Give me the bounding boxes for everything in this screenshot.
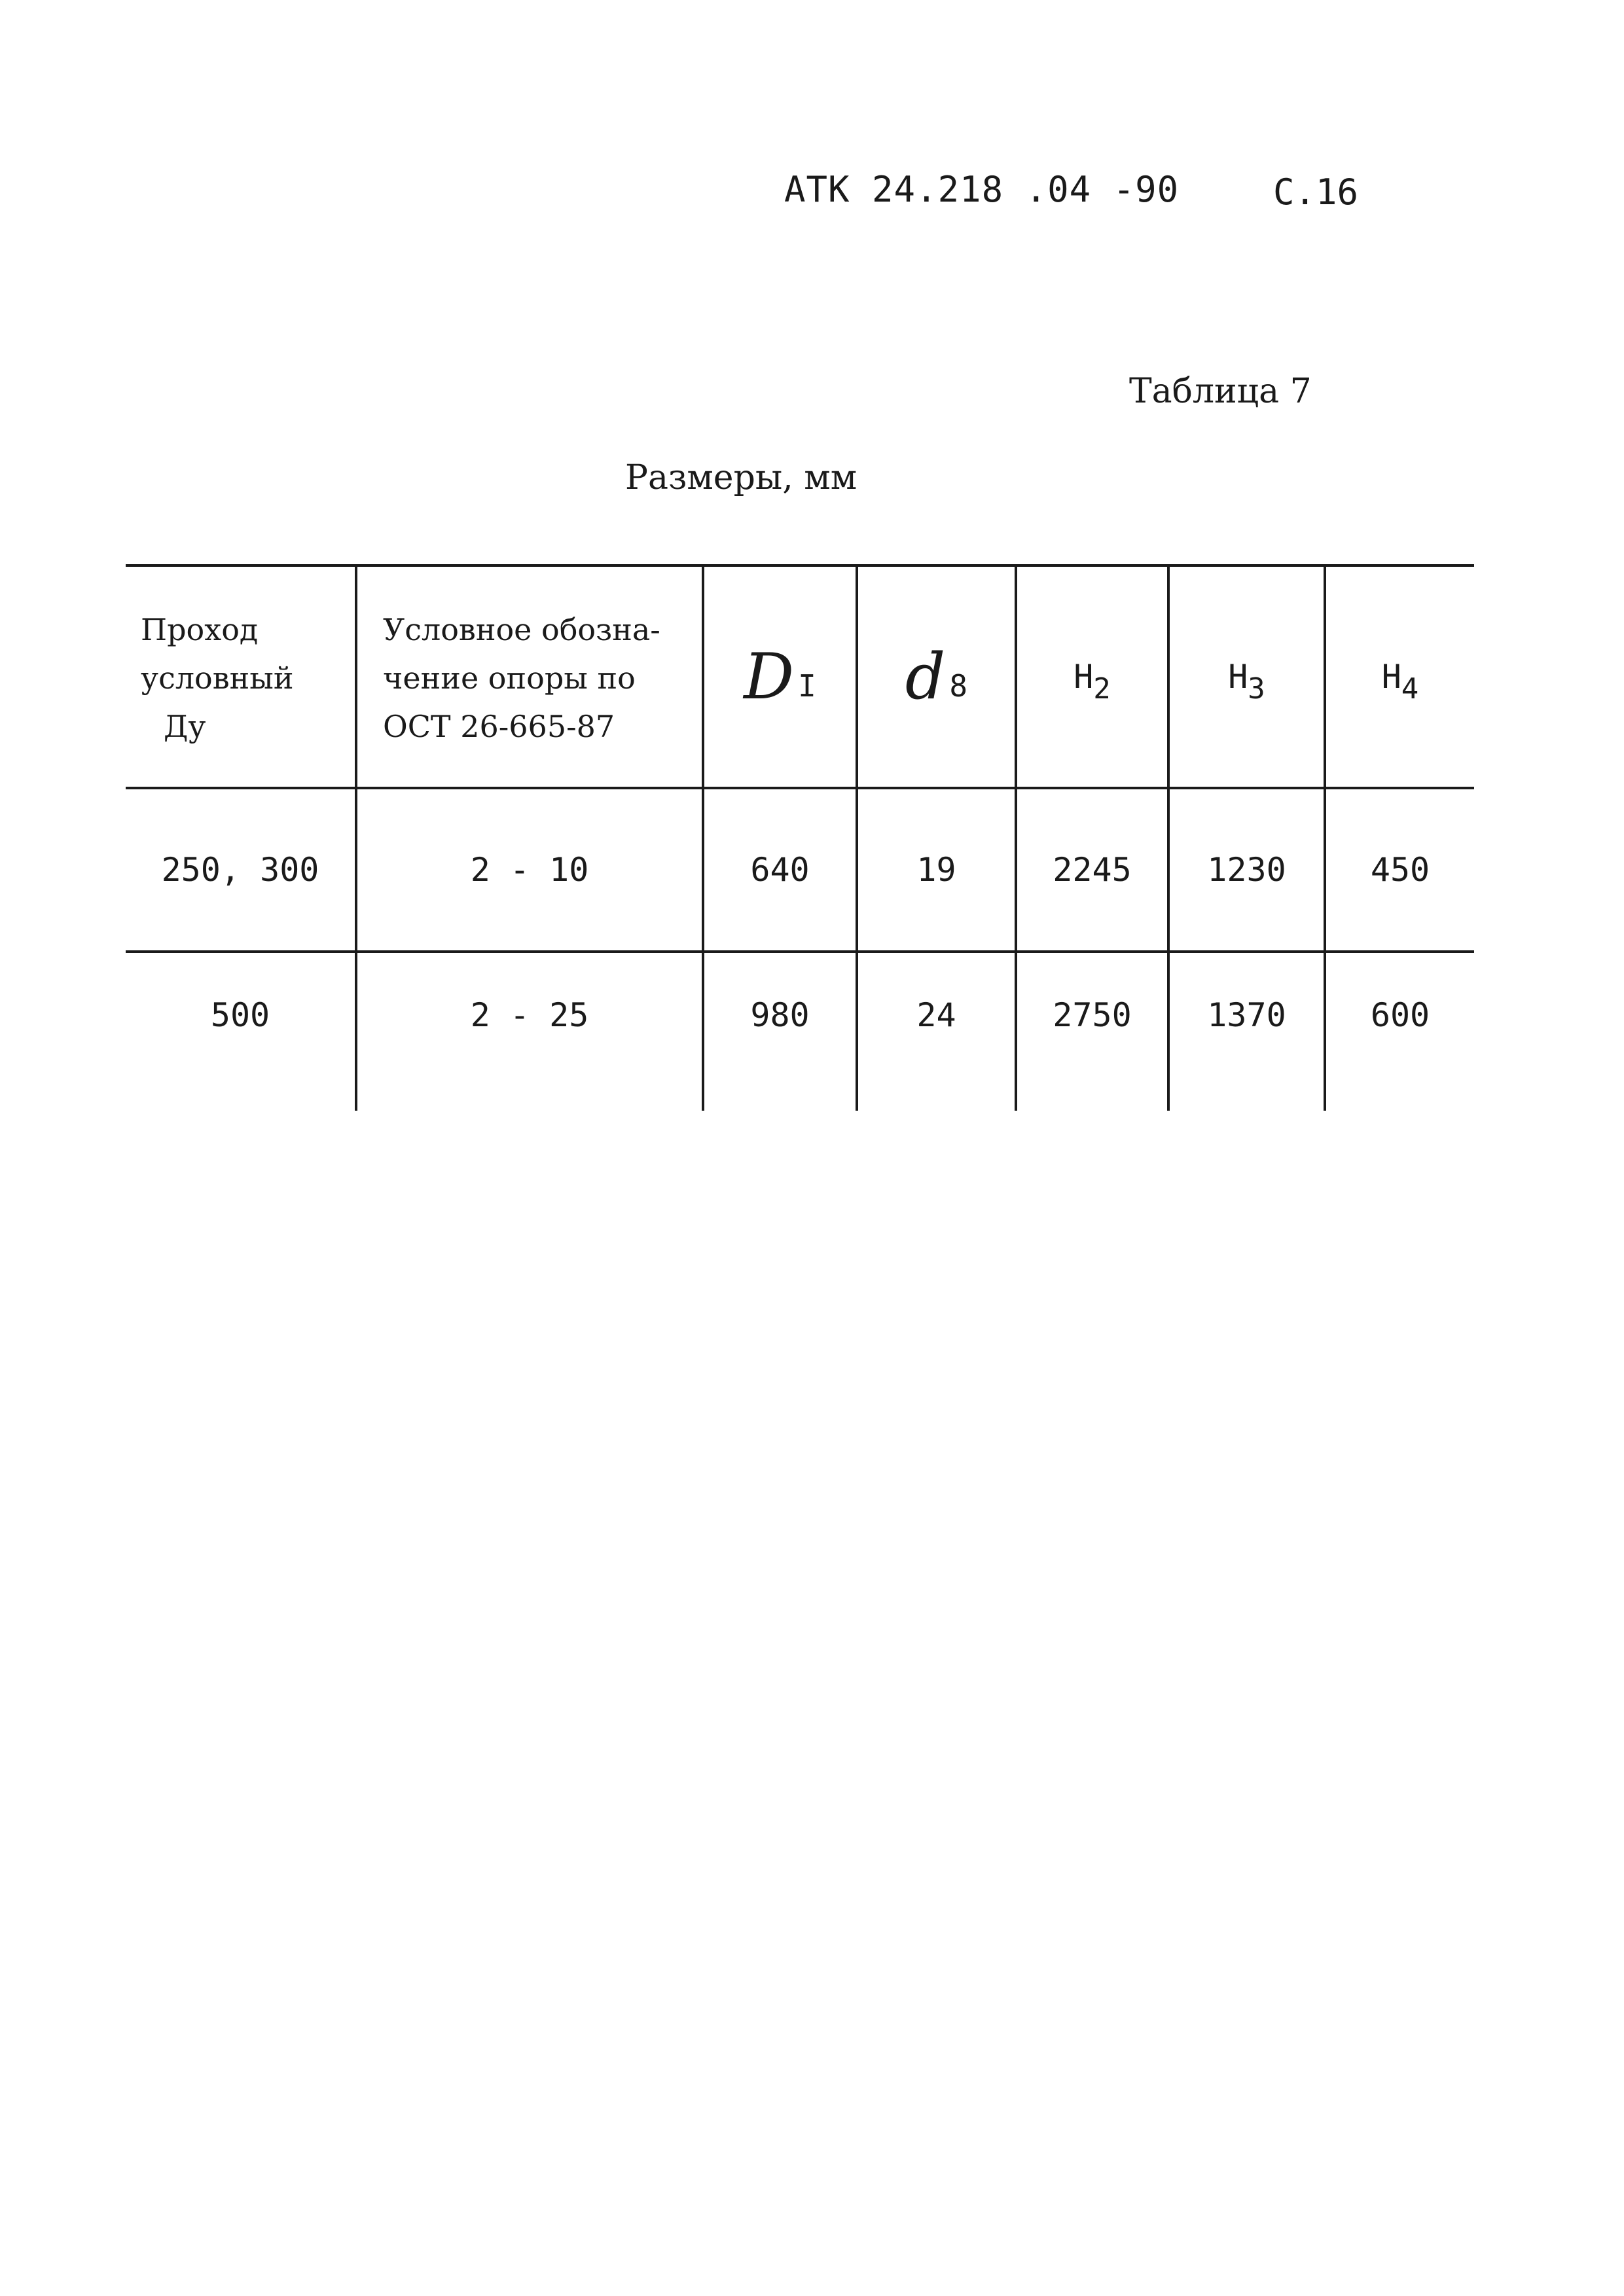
subscript: I <box>798 668 816 704</box>
cell-d8: 19 <box>916 851 956 889</box>
header-line: условный <box>141 660 294 696</box>
header-line: Проход <box>141 612 259 647</box>
symbol-d-lower: d <box>905 640 946 713</box>
subscript: 3 <box>1248 672 1265 706</box>
header-line: Условное обозна- <box>383 612 660 647</box>
symbol-h: H <box>1381 658 1401 696</box>
header-nominal-bore <box>141 605 294 751</box>
cell-d8: 24 <box>916 996 956 1034</box>
cell-h4: 450 <box>1370 851 1430 889</box>
page-number: С.16 <box>1273 171 1359 213</box>
cell-h3: 1370 <box>1207 996 1286 1034</box>
cell-h4: 600 <box>1370 996 1430 1034</box>
header-h2 <box>1017 567 1167 787</box>
subscript: 4 <box>1401 672 1419 706</box>
cell-nominal-bore: 500 <box>210 996 270 1034</box>
subscript: 2 <box>1093 672 1111 706</box>
symbol-d-upper: D <box>744 640 795 713</box>
cell-h3: 1230 <box>1207 851 1286 889</box>
document-code: АТК 24.218 .04 -90 <box>784 169 1180 210</box>
table-label: Таблица 7 <box>1129 372 1312 411</box>
header-line: Ду <box>164 709 206 744</box>
cell-support-designation: 2 - 25 <box>470 996 589 1034</box>
header-d1 <box>704 567 856 787</box>
symbol-h: H <box>1228 658 1248 696</box>
units-caption: Размеры, мм <box>625 458 857 497</box>
symbol-h: H <box>1074 658 1094 696</box>
header-support-designation <box>383 605 660 751</box>
cell-support-designation: 2 - 10 <box>470 851 589 889</box>
header-line: ОСТ 26-665-87 <box>383 709 615 744</box>
cell-d1: 640 <box>750 851 810 889</box>
header-line: чение опоры по <box>383 660 636 696</box>
header-d8 <box>858 567 1015 787</box>
header-h3 <box>1170 567 1324 787</box>
header-h4 <box>1326 567 1474 787</box>
subscript: 8 <box>949 668 968 704</box>
cell-nominal-bore: 250, 300 <box>161 851 319 889</box>
cell-d1: 980 <box>750 996 810 1034</box>
cell-h2: 2245 <box>1053 851 1132 889</box>
cell-h2: 2750 <box>1053 996 1132 1034</box>
